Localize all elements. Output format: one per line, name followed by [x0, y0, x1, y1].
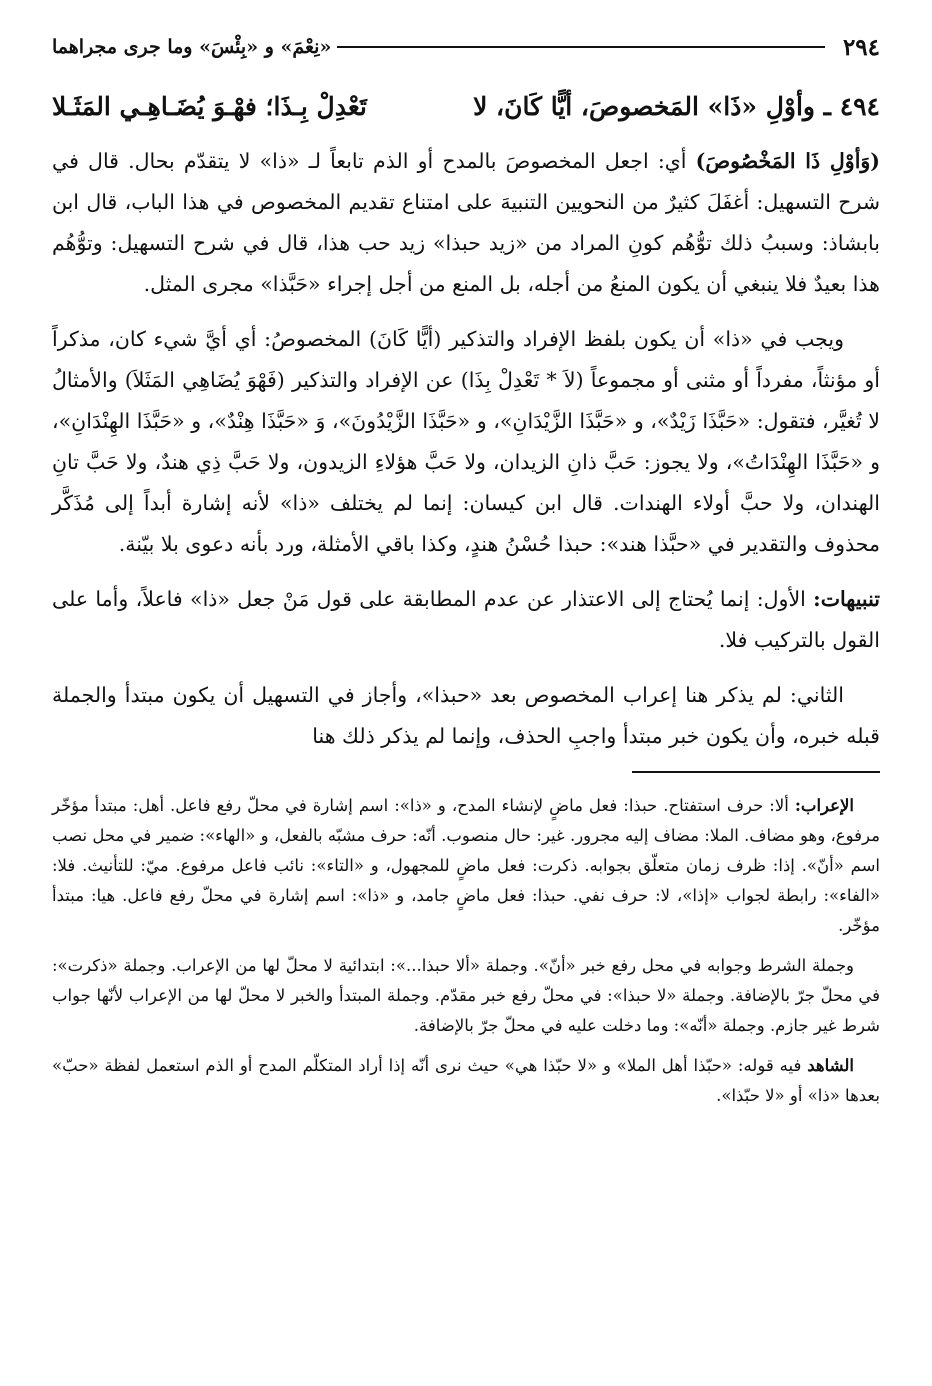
- page-header: [52, 30, 880, 64]
- header-rule: [337, 46, 825, 48]
- footnotes: [52, 791, 880, 1111]
- footnote-3-lead: الشاهد: [807, 1056, 854, 1075]
- paragraph-4: [52, 675, 880, 757]
- paragraph-3-text: الأول: إنما يُحتاج إلى الاعتذار عن عدم المطابقة على قول مَنْ جعل «ذا» فاعلاً، وأما على القول بالتركيب فلا.: [52, 587, 880, 652]
- paragraph-4-text: الثاني: لم يذكر هنا إعراب المخصوص بعد «حبذا»، وأجاز في التسهيل أن يكون مبتدأ والجملة قبله خبره، وأن يكون خبر مبتدأ واجبِ الحذف، وإنما لم يذكر ذلك هنا: [52, 683, 880, 748]
- footnote-1-text: ألا: حرف استفتاح. حبذا: فعل ماضٍ لإنشاء المدح، و «ذا»: اسم إشارة في محلّ رفع فاعل. أهل: مبتدأ مؤخّر مرفوع، وهو مضاف. الملا: مضاف إليه مجرور. غير: حال منصوب. أنّه: حرف مشبّه بالفعل، و «الهاء»: ضمير في محل نصب اسم «أنّ». إذا: ظرف زمان متعلّق بجوابه. ذكرت: فعل ماضٍ للمجهول، و «التاء»: نائب فاعل مرفوع. ميّ: للتأنيث. فلا: «الفاء»: رابطة لجواب «إذا»، لا: حرف نفي. حبذا: فعل ماضٍ جامد، و «ذا»: اسم إشارة في محلّ رفع فاعل. هيا: مبتدأ مؤخّر.: [52, 796, 880, 935]
- paragraph-1-lead: (وَأوْلِ ذَا المَخْصُوصَ): [695, 149, 880, 173]
- footnote-2-text: وجملة الشرط وجوابه في محل رفع خبر «أنّ». وجملة «ألا حبذا...»: ابتدائية لا محلّ لها من الإعراب. وجملة «ذكرت»: في محلّ جرّ بالإضافة. وجملة «لا حبذا»: في محلّ رفع خبر مقدّم. وجملة المبتدأ والخبر لا محلّ لها من الإعراب لأنّها جواب شرط غير جازم. وجملة «أنّه»: وما دخلت عليه في محلّ جرّ بالإضافة.: [52, 956, 880, 1035]
- running-title: «نِعْمَ» و «بِئْسَ» وما جرى مجراهما: [52, 36, 332, 58]
- footnote-2: [52, 951, 880, 1041]
- paragraph-2-text: ويجب في «ذا» أن يكون بلفظ الإفراد والتذكير (أيًّا كَانَ) المخصوصُ: أي أيَّ شيء كان، مذكراً أو مؤنثاً، مفرداً أو مثنى أو مجموعاً (لاَ * تَعْدِلْ بِذَا) عن الإفراد والتذكير (فَهْوَ يُضَاهِي المَثَلاَ) والأمثالُ لا تُغيَّر، فتقول: «حَبَّذَا زَيْدٌ»، و «حَبَّذَا الزَّيْدَانِ»، و «حَبَّذَا الزَّيْدُونَ»، وَ «حَبَّذَا هِنْدٌ»، و «حَبَّذَا الهِنْدَانِ»، و «حَبَّذَا الهِنْدَاتُ»، ولا يجوز: حَبَّ ذانِ الزيدان، ولا حَبَّ هؤلاءِ الزيدون، ولا حَبَّ ذِي هندٌ، ولا حَبَّ تانِ الهندان، ولا حبَّ أولاء الهندات. قال ابن كيسان: إنما لم يختلف «ذا» لأنه إشارة أبداً إلى مُذَكَّر محذوف والتقدير في «حبَّذا هند»: حبذا حُسْنُ هندٍ، وكذا باقي الأمثلة، ورد بأنه دعوى بلا بيّنة.: [52, 327, 880, 556]
- verse-second-hemistich: تَعْدِلْ بِـذَا؛ فهْـوَ يُضَـاهِـي المَثَـلا: [52, 92, 367, 121]
- footnote-separator: [632, 771, 880, 773]
- footnote-1: [52, 791, 880, 941]
- paragraph-3-lead: تنبيهات:: [813, 587, 880, 611]
- page-number: ٢٩٤: [842, 33, 880, 61]
- footnote-3-text: فيه قوله: «حبّذا أهل الملا» و «لا حبّذا هي» حيث نرى أنّه إذا أراد المتكلّم المدح أو الذم استعمل لفظة «حبّ» بعدها «ذا» أو «لا حبّذا».: [52, 1056, 880, 1105]
- main-text: [52, 141, 880, 757]
- paragraph-1-text: أي: اجعل المخصوصَ بالمدح أو الذم تابعاً لـ «ذا» لا يتقدّم بحال. قال في شرح التسهيل: أغفَلَ كثيرٌ من النحويين التنبيهَ على امتناع تقديم المخصوص في هذا الباب، قال ابن بابشاذ: وسببُ ذلك توُّهُم كونِ المراد من «زيد حبذا» زيد حب هذا، قال في شرح التسهيل: وتوُّهُم هذا بعيدٌ فلا ينبغي أن يكون المنعُ من أجله، بل المنع من أجل إجراء «حَبَّذا» مجرى المثل.: [52, 149, 880, 296]
- verse-line: [52, 92, 880, 121]
- verse-first-hemistich: ٤٩٤ ـ وأوْلِ «ذَا» المَخصوصَ، أيًّا كَانَ، لا: [473, 92, 880, 121]
- footnote-1-lead: الإعراب:: [794, 796, 854, 815]
- paragraph-1: [52, 141, 880, 305]
- book-page: [52, 30, 880, 1121]
- paragraph-2: [52, 319, 880, 565]
- footnote-3: [52, 1051, 880, 1111]
- paragraph-3: [52, 579, 880, 661]
